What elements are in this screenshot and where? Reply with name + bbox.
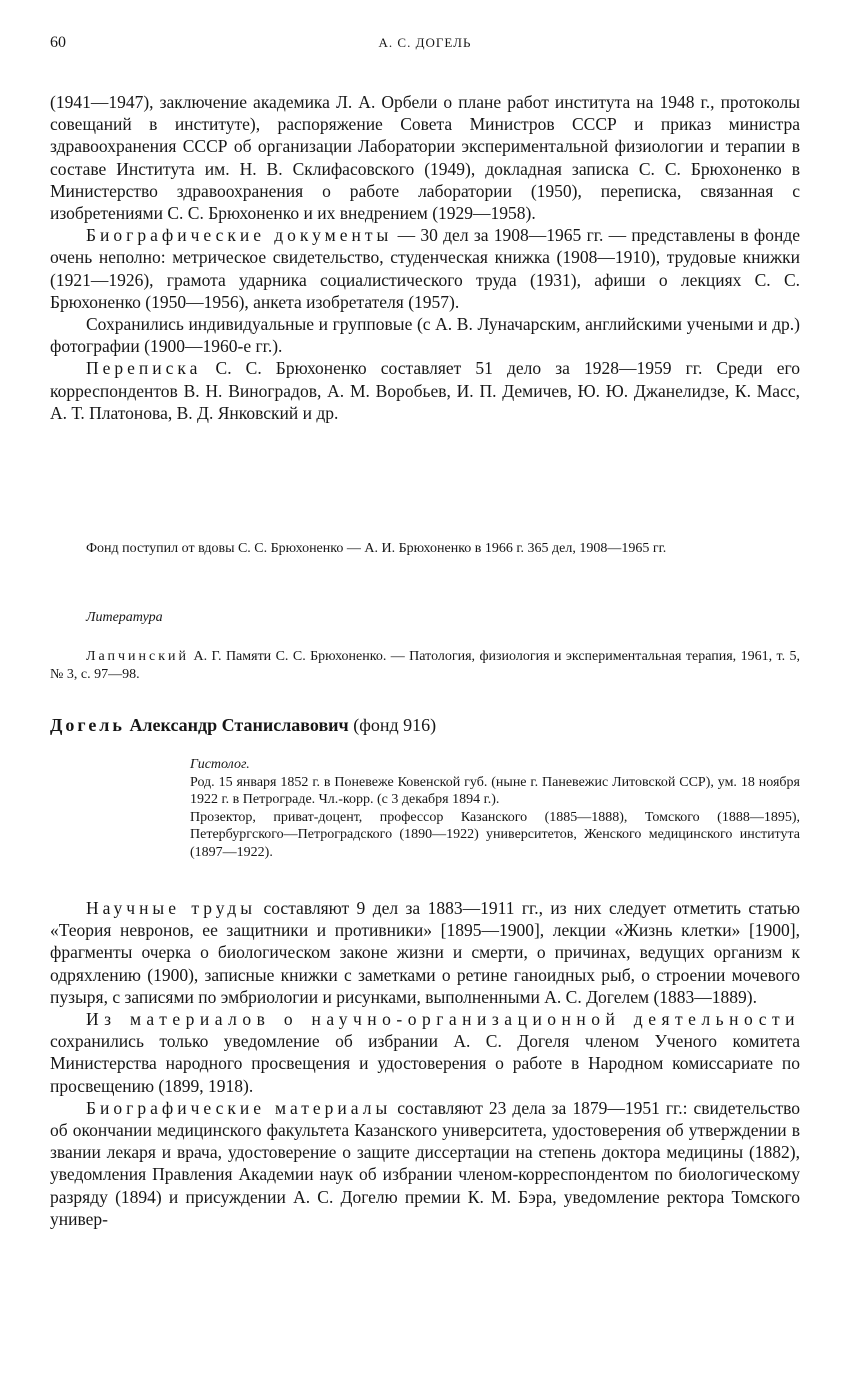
spaced-lead: Биографические документы <box>86 225 393 246</box>
profession: Гистолог. <box>190 757 250 772</box>
paragraph-correspondence <box>50 357 800 424</box>
career-info: Прозектор, приват-доцент, профессор Казанского (1885—1888), Томского (1888—1895), Петербургского—Петроградского (1890—1922) университетов, Женского медицинского института (1897—1922). <box>190 809 800 860</box>
entry-body <box>50 897 800 1230</box>
paragraph-text: С. С. Брюхоненко составляет 51 дело за 1928—1959 гг. Среди его корреспондентов В. Н. Виноградов, А. М. Воробьев, И. П. Демичев, Ю. Ю. Джанелидзе, К. Масс, А. Т. Платонова, В. Д. Янковский и др. <box>50 358 800 423</box>
entry-title <box>50 713 800 737</box>
paragraph-text: составляют 23 дела за 1879—1951 гг.: свидетельство об окончании медицинского факультета Казанского университета, удостоверения об утверждении в звании лекаря и врача, удостоверение о защите диссертации на степень доктора медицины (1882), уведомления Правления Академии наук об избрании членом-корреспондентом по биологическому разряду (1894) и присуждении А. С. Догелю премии К. М. Бэра, уведомление ректора Томского универ- <box>50 1097 800 1229</box>
spaced-lead: Из материалов о научно-организационной деятельности <box>86 1009 800 1030</box>
main-text-block <box>50 91 800 424</box>
literature-reference <box>50 648 800 683</box>
paragraph-organizational-activity <box>50 1008 800 1097</box>
paragraph-text: — 30 дел за 1908—1965 гг. — представлены в фонде очень неполно: метрическое свидетельство, студенческая книжка (1908—1910), трудовые книжки (1921—1926), грамота ударника социалистического труда (1931), афиши о лекциях С. С. Брюхоненко (1950—1956), анкета изобретателя (1957). <box>50 225 800 312</box>
spaced-lead: Биографические материалы <box>86 1097 392 1118</box>
spaced-lead: Переписка <box>86 358 202 379</box>
biographical-summary <box>190 756 800 861</box>
literature-author: Лапчинский <box>86 649 190 664</box>
page-header <box>50 34 800 58</box>
paragraph-continued: (1941—1947), заключение академика Л. А. Орбели о плане работ института на 1948 г., протоколы совещаний в институте), распоряжение Совета Министров СССР и приказ министра здравоохранения СССР об организации Лаборатории экспериментальной физиологии и терапии в составе Института им. Н. В. Склифасовского (1949), докладная записка С. С. Брюхоненко в Министерство здравоохранения о работе лаборатории (1950), переписка, связанная с изобретениями С. С. Брюхоненко и их внедрением (1929—1958). <box>50 92 800 224</box>
paragraph-text: составляют 9 дел за 1883—1911 гг., из них следует отметить статью «Теория невронов, ее защитники и противники» [1895—1900], лекции «Жизнь клетки» [1900], фрагменты очерка о биологическом законе жизни и смерти, о причинах, ведущих организм к одряхлению (1900), записные книжки с заметками о ретине ганоидных рыб, о строении мочевого пузыря, с записями по эмбриологии и рисунками, выполненными А. С. Догелем (1883—1889). <box>50 898 800 1007</box>
paragraph-biographical-documents <box>50 224 800 313</box>
literature-heading-block <box>50 610 800 626</box>
paragraph-scientific-works <box>50 897 800 1008</box>
paragraph-text: сохранились только уведомление об избрании А. С. Догеля членом Ученого комитета Министерства народного просвещения и удостоверения о работе в Народном комиссариате по просвещению (1899, 1918). <box>50 1031 800 1096</box>
birth-death-info: Род. 15 января 1852 г. в Поневеже Ковенской губ. (ныне г. Паневежис Литовской ССР), ум. 18 ноября 1922 г. в Петрограде. Чл.-корр. (с 3 декабря 1894 г.). <box>190 774 800 807</box>
literature-heading: Литература <box>86 610 163 625</box>
entry-surname: Догель <box>50 715 125 735</box>
fund-note-text: Фонд поступил от вдовы С. С. Брюхоненко — А. И. Брюхоненко в 1966 г. 365 дел, 1908—1965 гг. <box>86 541 667 556</box>
paragraph-photographs: Сохранились индивидуальные и групповые (с А. В. Луначарским, английскими учеными и др.) фотографии (1900—1960-е гг.). <box>50 314 800 357</box>
fund-note <box>50 540 800 558</box>
page-number: 60 <box>50 34 66 51</box>
paragraph-biographical-materials <box>50 1097 800 1230</box>
entry-heading <box>50 713 800 737</box>
entry-given-names: Александр Станиславович <box>129 715 349 735</box>
entry-fond-number: (фонд 916) <box>353 715 437 735</box>
literature-rest: А. Г. Памяти С. С. Брюхоненко. — Патология, физиология и экспериментальная терапия, 1961, т. 5, № 3, с. 97—98. <box>50 649 800 682</box>
spaced-lead: Научные труды <box>86 898 257 918</box>
running-title: А. С. ДОГЕЛЬ <box>378 35 472 50</box>
literature-entry <box>50 648 800 683</box>
